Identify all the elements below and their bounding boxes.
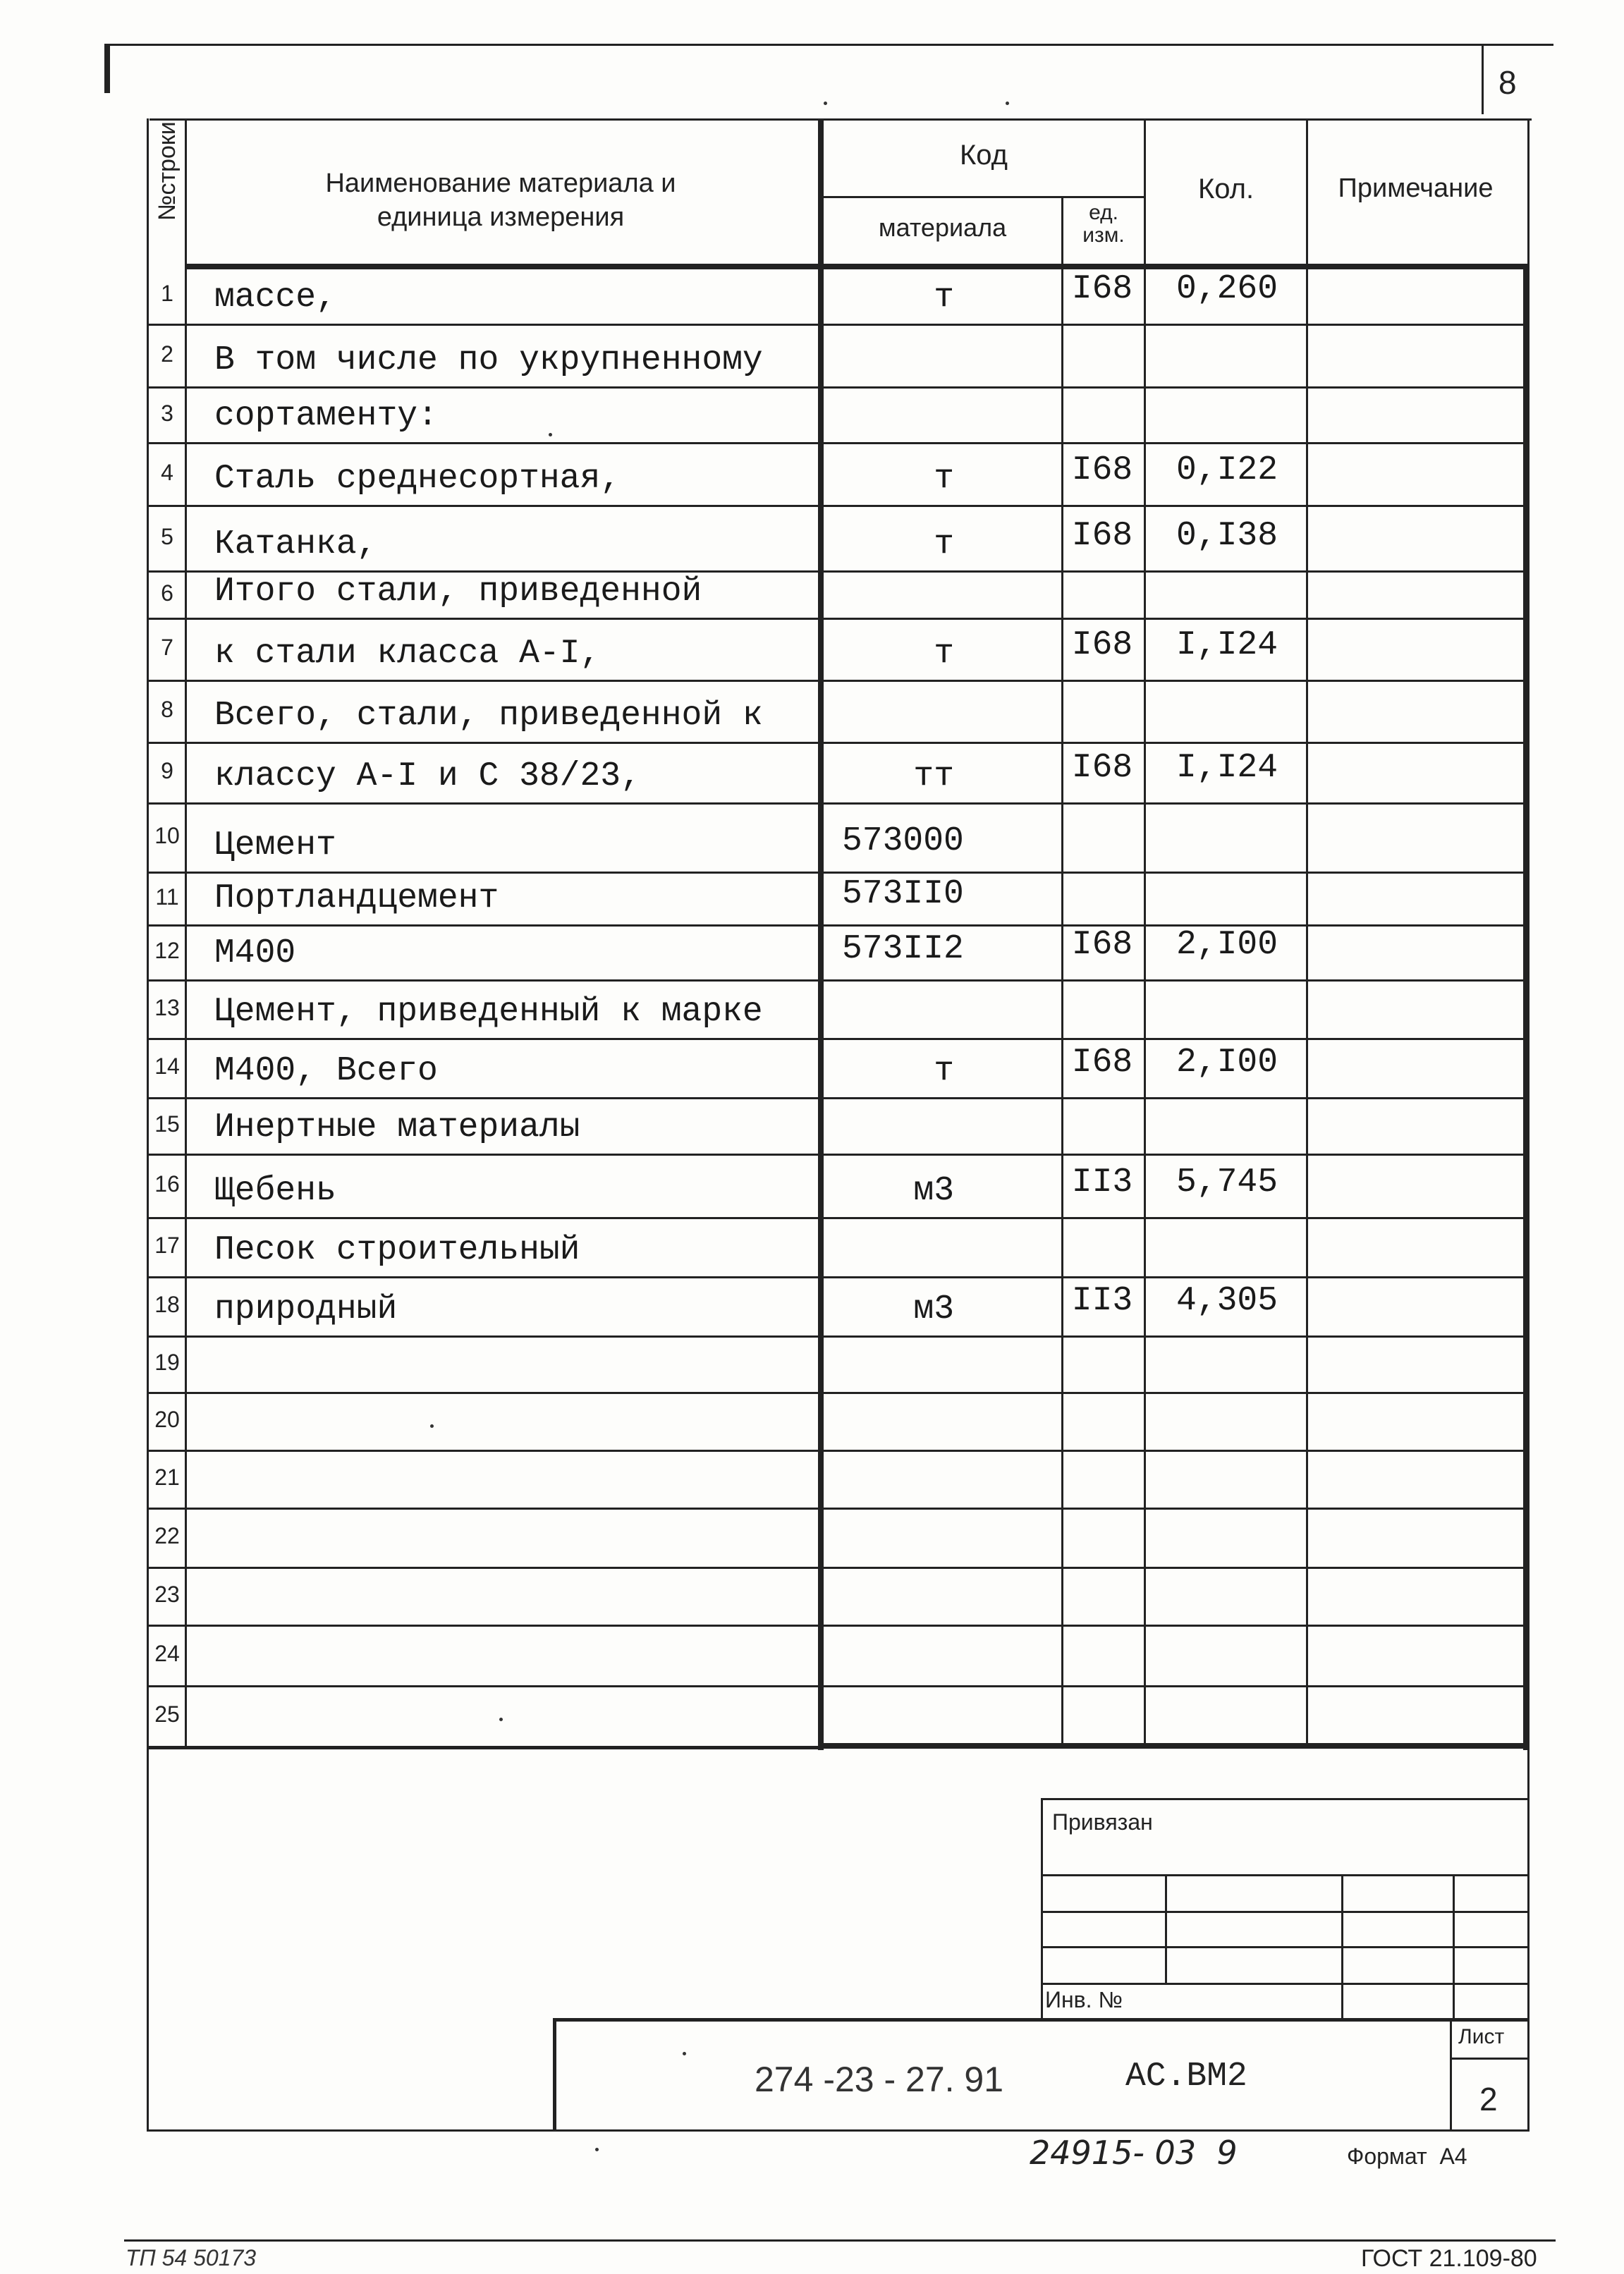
row-number: 15 xyxy=(154,1111,180,1137)
stamp-inv-no-label: Инв. № xyxy=(1045,1987,1123,2012)
scan-speck xyxy=(499,1718,503,1721)
scan-speck xyxy=(683,2052,686,2055)
material-code: 573II0 xyxy=(842,875,964,913)
row-number: 4 xyxy=(161,459,173,485)
material-unit: м3 xyxy=(913,1290,954,1328)
quantity: 5,745 xyxy=(1176,1163,1278,1202)
corner-sheet-divider xyxy=(1482,44,1484,114)
note-cell xyxy=(1312,1451,1523,1509)
quantity: 0,260 xyxy=(1176,270,1278,308)
material-unit: т xyxy=(934,525,954,563)
row-number: 12 xyxy=(154,938,180,963)
format-label: Формат А4 xyxy=(1347,2144,1467,2169)
header-row-number: №строки xyxy=(154,121,181,221)
material-name: Инертные материалы xyxy=(214,1108,580,1147)
material-name: к стали класса А-I, xyxy=(214,635,601,673)
material-name: Всего, стали, приведенной к xyxy=(214,697,763,735)
material-code: 573II2 xyxy=(842,930,964,968)
quantity: 0,I38 xyxy=(1176,517,1278,555)
stamp-grid-col-1 xyxy=(1165,1874,1167,1983)
row-number: 10 xyxy=(154,823,180,848)
table-row xyxy=(147,267,1529,325)
table-row xyxy=(147,1337,1529,1393)
table-row xyxy=(147,444,1529,506)
note-cell xyxy=(1312,1509,1523,1568)
row-number: 20 xyxy=(154,1407,180,1432)
row-number: 14 xyxy=(154,1053,180,1079)
material-name: классу А-I и С 38/23, xyxy=(214,757,641,795)
row-number: 16 xyxy=(154,1171,180,1197)
note-cell xyxy=(1312,267,1523,325)
note-cell xyxy=(1312,619,1523,681)
header-quantity: Кол. xyxy=(1197,173,1254,204)
material-name: сортаменту: xyxy=(214,397,438,435)
scan-speck xyxy=(549,433,552,436)
header-code-material: материала xyxy=(878,213,1007,242)
code-subheader-line xyxy=(824,196,1144,198)
table-row xyxy=(147,1218,1529,1278)
top-frame-line xyxy=(104,44,1553,46)
row-number: 19 xyxy=(154,1350,180,1375)
note-cell xyxy=(1312,1099,1523,1155)
unit-code: I68 xyxy=(1071,1044,1133,1082)
table-row xyxy=(147,1626,1529,1687)
row-number: 9 xyxy=(161,758,173,783)
material-name: массе, xyxy=(214,279,336,317)
header-note: Примечание xyxy=(1338,173,1494,203)
note-cell xyxy=(1312,1278,1523,1337)
material-code: 573000 xyxy=(842,822,964,860)
note-cell xyxy=(1312,926,1523,981)
note-cell xyxy=(1312,743,1523,804)
row-number: 25 xyxy=(154,1701,180,1727)
note-cell xyxy=(1312,444,1523,506)
table-row xyxy=(147,681,1529,743)
material-name: природный xyxy=(214,1290,398,1328)
scan-speck xyxy=(1006,102,1009,105)
table-row xyxy=(147,1393,1529,1451)
row-number: 5 xyxy=(161,523,173,549)
material-name: Катанка, xyxy=(214,525,377,563)
note-cell xyxy=(1312,506,1523,572)
quantity: 2,I00 xyxy=(1176,926,1278,964)
note-cell xyxy=(1312,1393,1523,1451)
table-row xyxy=(147,1509,1529,1568)
unit-code: I68 xyxy=(1071,451,1133,489)
note-cell xyxy=(1312,981,1523,1039)
stamp-grid-col-2 xyxy=(1341,1874,1343,2019)
note-cell xyxy=(1312,873,1523,926)
row-number: 18 xyxy=(154,1292,180,1317)
unit-code: II3 xyxy=(1071,1282,1133,1320)
row-number: 23 xyxy=(154,1582,180,1607)
note-cell xyxy=(1312,681,1523,743)
row-number: 2 xyxy=(161,341,173,367)
note-cell xyxy=(1312,1568,1523,1626)
scan-speck xyxy=(824,102,827,105)
row-number: 8 xyxy=(161,697,173,722)
stamp-left-line xyxy=(1041,1798,1043,2019)
table-row xyxy=(147,325,1529,388)
footer-standard-code: ТП 54 50173 xyxy=(126,2245,257,2270)
footer-gost: ГОСТ 21.109-80 xyxy=(1361,2245,1537,2272)
unit-code: I68 xyxy=(1071,517,1133,555)
table-row xyxy=(147,388,1529,444)
titlebox-left-line xyxy=(553,2018,556,2131)
note-cell xyxy=(1312,1337,1523,1393)
corner-sheet-number: 8 xyxy=(1498,64,1517,101)
frame-bottom-border xyxy=(147,2129,1530,2132)
header-material-name: Наименование материала и единица измерения xyxy=(325,169,676,232)
sheet-cell-divider xyxy=(1450,2058,1527,2060)
table-row xyxy=(147,572,1529,619)
row-number: 17 xyxy=(154,1233,180,1258)
unit-code: I68 xyxy=(1071,626,1133,664)
material-name: Сталь среднесортная, xyxy=(214,460,621,498)
unit-code: I68 xyxy=(1071,270,1133,308)
note-cell xyxy=(1312,325,1523,388)
quantity: I,I24 xyxy=(1176,626,1278,664)
table-row xyxy=(147,506,1529,572)
footer-line xyxy=(124,2239,1556,2242)
header-code: Код xyxy=(959,140,1008,171)
note-cell xyxy=(1312,572,1523,619)
sheet-cell-left-line xyxy=(1450,2018,1452,2131)
row-number: 3 xyxy=(161,400,173,426)
table-row xyxy=(147,1451,1529,1509)
table-row xyxy=(147,1278,1529,1337)
titlebox-top-line xyxy=(553,2018,1527,2022)
material-name: В том числе по укрупненному xyxy=(214,341,763,379)
note-cell xyxy=(1312,1155,1523,1218)
row-separator xyxy=(147,1746,1527,1748)
scan-speck xyxy=(430,1424,434,1428)
table-row xyxy=(147,619,1529,681)
material-name: Портландцемент xyxy=(214,879,499,917)
table-row xyxy=(147,1039,1529,1099)
row-number: 7 xyxy=(161,635,173,660)
header-code-unit: ед. изм. xyxy=(1082,201,1125,247)
stamp-grid-col-3 xyxy=(1453,1874,1455,2019)
row-number: 1 xyxy=(161,280,173,306)
document-mark: АС.ВМ2 xyxy=(1125,2058,1247,2096)
table-row xyxy=(147,804,1529,873)
note-cell xyxy=(1312,804,1523,873)
table-row xyxy=(147,743,1529,804)
quantity: I,I24 xyxy=(1176,749,1278,787)
material-name: Щебень xyxy=(214,1172,336,1210)
sheet-label: Лист xyxy=(1458,2025,1505,2048)
material-name: Цемент xyxy=(214,826,336,864)
material-unit: т xyxy=(934,1052,954,1090)
note-cell xyxy=(1312,1039,1523,1099)
note-cell xyxy=(1312,388,1523,444)
unit-code: I68 xyxy=(1071,749,1133,787)
material-name: Итого стали, приведенной xyxy=(214,573,702,611)
note-cell xyxy=(1312,1626,1523,1687)
note-cell xyxy=(1312,1687,1523,1747)
material-unit: т xyxy=(934,460,954,498)
quantity: 0,I22 xyxy=(1176,451,1278,489)
material-name: М400, Всего xyxy=(214,1052,438,1090)
table-row xyxy=(147,981,1529,1039)
material-unit: тт xyxy=(913,757,954,795)
table-row xyxy=(147,1568,1529,1626)
handwritten-inventory-number: 24915- 03 9 xyxy=(1030,2134,1238,2172)
sheet-value: 2 xyxy=(1479,2081,1498,2117)
material-name: Цемент, приведенный к марке xyxy=(214,993,763,1031)
material-name: М400 xyxy=(214,934,296,972)
material-name: Песок строительный xyxy=(214,1231,580,1269)
stamp-privyazan-label: Привязан xyxy=(1052,1809,1153,1835)
document-code: 274 -23 - 27. 91 xyxy=(755,2060,1004,2099)
row-number: 24 xyxy=(154,1641,180,1666)
table-row xyxy=(147,873,1529,926)
row-number: 22 xyxy=(154,1523,180,1548)
table-top-border xyxy=(149,118,1532,121)
row-number: 21 xyxy=(154,1465,180,1490)
row-number: 13 xyxy=(154,994,180,1020)
material-unit: м3 xyxy=(913,1172,954,1210)
stamp-top-line xyxy=(1041,1798,1527,1800)
scan-speck xyxy=(595,2148,599,2151)
note-cell xyxy=(1312,1218,1523,1278)
table-row xyxy=(147,1099,1529,1155)
unit-code: I68 xyxy=(1071,926,1133,964)
row-number: 6 xyxy=(161,580,173,606)
quantity: 2,I00 xyxy=(1176,1044,1278,1082)
quantity: 4,305 xyxy=(1176,1282,1278,1320)
row-number: 11 xyxy=(155,884,179,910)
top-frame-left-tick xyxy=(104,44,110,93)
table-row xyxy=(147,1687,1529,1747)
table-row xyxy=(147,1155,1529,1218)
unit-code: II3 xyxy=(1071,1163,1133,1202)
table-row xyxy=(147,926,1529,981)
material-unit: т xyxy=(934,279,954,317)
material-unit: т xyxy=(934,635,954,673)
